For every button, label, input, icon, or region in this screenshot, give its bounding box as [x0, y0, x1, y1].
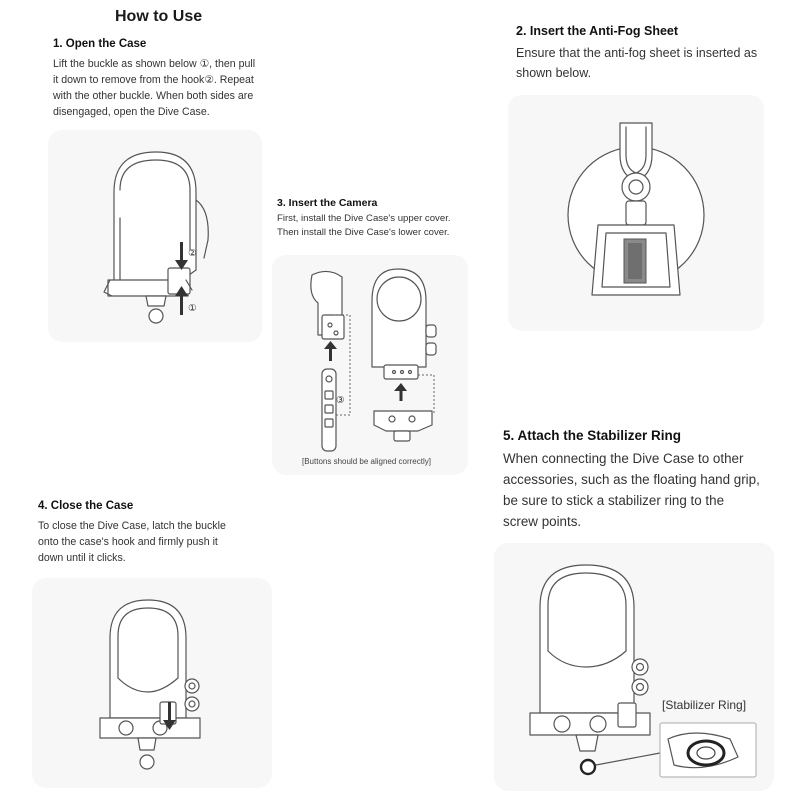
step-4-line: onto the case's hook and firmly push it	[38, 536, 218, 548]
step-1-heading: 1. Open the Case	[53, 38, 147, 50]
page-title: How to Use	[115, 8, 203, 25]
step-2-heading: 2. Insert the Anti-Fog Sheet	[516, 24, 679, 38]
step-2-text	[516, 43, 757, 83]
step-4-text	[38, 518, 226, 566]
step-5-line: When connecting the Dive Case to other	[503, 451, 744, 466]
step-3-line: First, install the Dive Case's upper cover.	[277, 213, 451, 224]
step-4-line: down until it clicks.	[38, 552, 126, 564]
step-5-line: accessories, such as the floating hand grip,	[503, 472, 760, 487]
step-2-line: Ensure that the anti-fog sheet is inserted as	[516, 46, 758, 60]
dive-case-open-illustration	[48, 130, 262, 342]
step-4-illustration-panel	[32, 578, 272, 788]
arrow-down-icon	[160, 702, 180, 734]
anti-fog-sheet-illustration	[508, 95, 764, 331]
step-1-line: with the other buckle. When both sides are	[53, 90, 254, 102]
step-5-heading: 5. Attach the Stabilizer Ring	[503, 428, 682, 443]
step-1-line: it down to remove from the hook②. Repeat	[53, 74, 254, 86]
step-3-text	[277, 212, 451, 240]
step-1-marker-1: ①	[188, 303, 197, 314]
step-2-line: shown below.	[516, 66, 592, 80]
step-3-heading: 3. Insert the Camera	[277, 197, 378, 209]
step-3-illustration-panel	[272, 255, 468, 475]
step-5-line: be sure to stick a stabilizer ring to the	[503, 493, 725, 508]
step-3-line: Then install the Dive Case's lower cover.	[277, 227, 450, 238]
step-4-line: To close the Dive Case, latch the buckle	[38, 520, 226, 532]
stabilizer-ring-label: [Stabilizer Ring]	[662, 698, 747, 712]
insert-camera-illustration	[272, 255, 468, 475]
step-1-marker-2: ②	[188, 248, 197, 259]
step-5-line: screw points.	[503, 514, 582, 529]
step-3-marker-3: ③	[336, 395, 345, 406]
step-1-line: Lift the buckle as shown below ①, then pull	[53, 58, 256, 70]
stabilizer-ring-illustration	[494, 543, 774, 791]
step-1-line: disengaged, open the Dive Case.	[53, 106, 210, 118]
step-4-heading: 4. Close the Case	[38, 500, 134, 512]
close-case-illustration	[32, 578, 272, 788]
step-1-text	[53, 56, 255, 120]
step-3-caption: [Buttons should be aligned correctly]	[302, 457, 431, 466]
step-2-illustration-panel	[508, 95, 764, 331]
step-1-illustration-panel	[48, 130, 262, 342]
step-5-text	[503, 448, 760, 532]
step-5-illustration-panel	[494, 543, 774, 791]
stabilizer-ring-small	[581, 760, 595, 774]
